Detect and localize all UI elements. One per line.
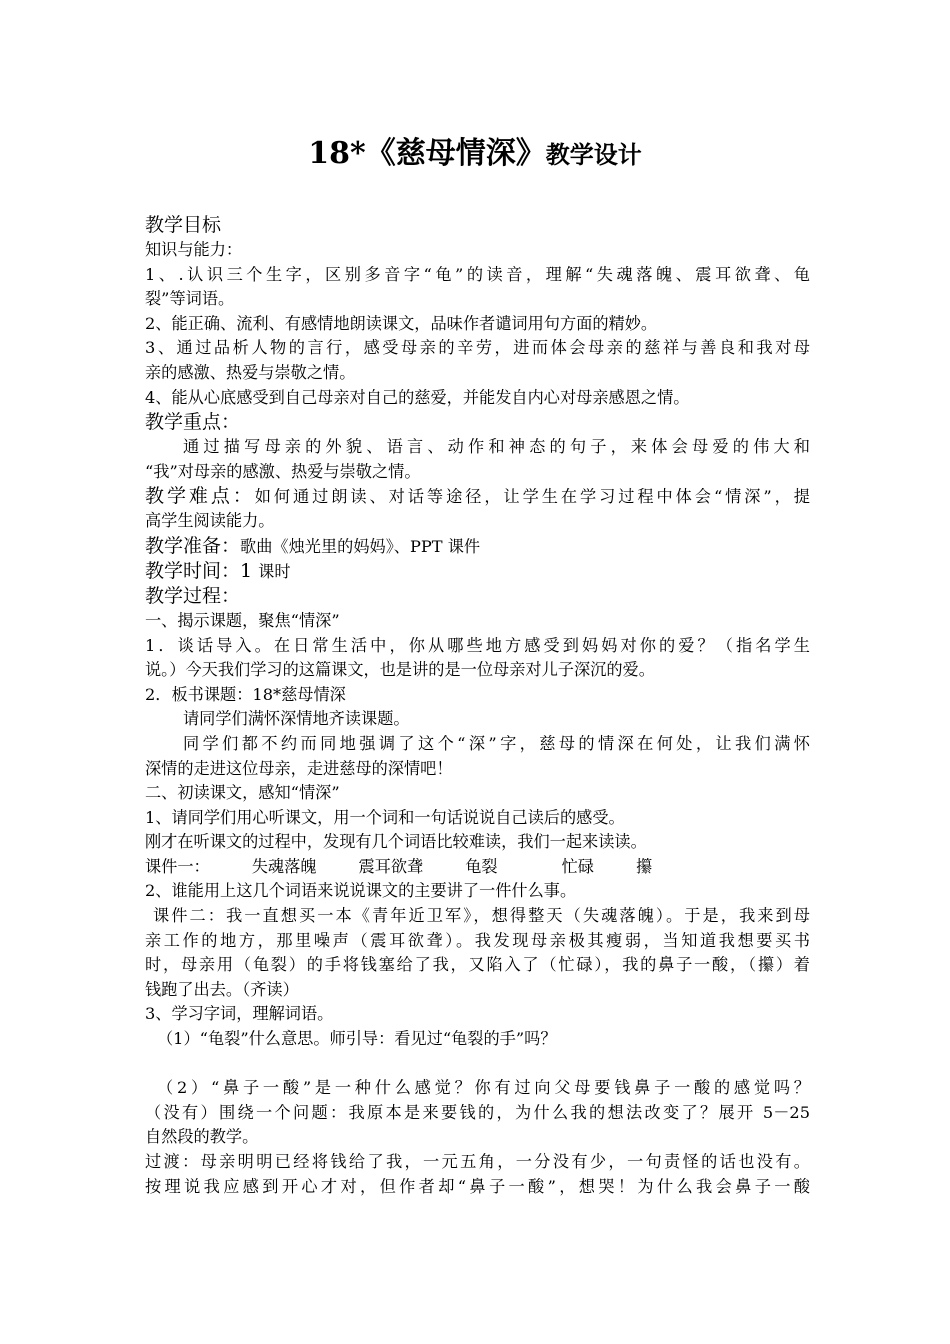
process-2-3: 3、学习字词，理解词语。 [145, 1004, 334, 1024]
preparation-line [145, 534, 810, 559]
key-heading: 教学重点： [145, 411, 241, 434]
process-2-2-b-line-1: 课件二：我一直想买一本《青年近卫军》，想得整天（失魂落魄）。于是，我来到母 [153, 906, 810, 926]
vocab-word: 攥 [636, 856, 653, 876]
goal-3-line-1: 3、通过品析人物的言行，感受母亲的辛劳，进而体会母亲的慈祥与善良和我对母 [145, 338, 810, 358]
vocab-label: 课件一： [145, 856, 210, 876]
process-heading: 教学过程： [145, 584, 241, 607]
title-sub: 教学设计 [545, 140, 642, 169]
process-2-2-b-line-3: 时，母亲用（龟裂）的手将钱塞给了我，又陷入了（忙碌），我的鼻子一酸，（攥）着 [145, 955, 810, 975]
document-title [0, 128, 950, 172]
title-main: 18*《慈母情深》 [308, 136, 546, 171]
time-unit: 课时 [258, 561, 291, 581]
vocab-word: 震耳欲聋 [358, 856, 424, 876]
time-number: 1 [240, 559, 253, 582]
preparation-label: 教学准备： [145, 534, 241, 557]
blank-line [145, 1052, 810, 1077]
vocab-word: 龟裂 [465, 856, 498, 876]
preparation-value: 歌曲《烛光里的妈妈》、PPT 课件 [240, 536, 481, 556]
process-2-3-b-line-1: （2）“鼻子一酸”是一种什么感觉？你有过向父母要钱鼻子一酸的感觉吗？ [157, 1078, 810, 1098]
process-1-2-a: 请同学们满怀深情地齐读课题。 [183, 709, 410, 729]
difficulty-label: 教学难点： [145, 485, 255, 508]
vocab-line [145, 855, 810, 880]
process-2-2-b-line-2: 亲工作的地方，那里噪声（震耳欲聋）。我发现母亲极其瘦弱，当知道我想要买书 [145, 930, 810, 950]
key-line-1: 通过描写母亲的外貌、语言、动作和神态的句子，来体会母爱的伟大和 [183, 437, 810, 457]
vocab-word: 忙碌 [561, 856, 594, 876]
goal-1-line-2: 裂”等词语。 [145, 289, 235, 309]
process-2-1-b: 刚才在听课文的过程中，发现有几个词语比较难读，我们一起来读读。 [145, 832, 647, 852]
key-line-2: “我”对母亲的感激、热爱与崇敬之情。 [145, 461, 421, 481]
process-1-1-line-1: 1．谈话导入。在日常生活中，你从哪些地方感受到妈妈对你的爱？（指名学生 [145, 635, 810, 655]
process-1-2-b-line-1: 同学们都不约而同地强调了这个“深”字，慈母的情深在何处，让我们满怀 [183, 733, 810, 753]
goal-3-line-2: 亲的感激、热爱与崇敬之情。 [145, 362, 356, 382]
goal-1-line-1: 1、.认识三个生字，区别多音字“龟”的读音，理解“失魂落魄、震耳欲聋、龟 [145, 264, 810, 284]
time-label: 教学时间： [145, 559, 241, 582]
goal-4: 4、能从心底感受到自己母亲对自己的慈爱，并能发自内心对母亲感恩之情。 [145, 387, 690, 407]
process-2-2-b-line-4: 钱跑了出去。（齐读） [145, 979, 299, 999]
vocab-word: 失魂落魄 [251, 856, 317, 876]
process-2-3-b-line-2: （没有）围绕一个问题：我原本是来要钱的，为什么我的想法改变了？展开 5－25 [145, 1102, 810, 1122]
process-1-1-line-2: 说。）今天我们学习的这篇课文，也是讲的是一位母亲对儿子深沉的爱。 [145, 660, 655, 680]
difficulty-text: 如何通过朗读、对话等途径，让学生在学习过程中体会“情深”，提 [254, 487, 810, 507]
transition-line-2: 按理说我应感到开心才对，但作者却“鼻子一酸”，想哭！为什么我会鼻子一酸 [145, 1176, 810, 1196]
difficulty-line-1 [145, 484, 810, 509]
process-2-3-b-line-3: 自然段的教学。 [145, 1127, 259, 1147]
document-body [145, 213, 810, 1199]
knowledge-heading: 知识与能力： [145, 240, 243, 259]
transition-line-1: 过渡：母亲明明已经将钱给了我，一元五角，一分没有少，一句责怪的话也没有。 [145, 1152, 810, 1171]
process-2-1: 1、请同学们用心听课文，用一个词和一句话说说自己读后的感受。 [145, 807, 625, 827]
process-part-1-heading: 一、揭示课题，聚焦“情深” [145, 610, 340, 630]
difficulty-line-2: 高学生阅读能力。 [145, 511, 275, 531]
process-2-3-a: （1）“龟裂”什么意思。师引导：看见过“龟裂的手”吗？ [157, 1029, 557, 1049]
process-part-2-heading: 二、初读课文，感知“情深” [145, 783, 340, 803]
goal-heading: 教学目标 [145, 214, 222, 236]
goal-2: 2、能正确、流利、有感情地朗读课文，品味作者谴词用句方面的精妙。 [145, 313, 658, 333]
time-line [145, 559, 810, 584]
process-2-2: 2、谁能用上这几个词语来说说课文的主要讲了一件什么事。 [145, 881, 577, 901]
process-1-2-b-line-2: 深情的走进这位母亲，走进慈母的深情吧！ [145, 758, 453, 778]
process-1-2: 2．板书课题：18*慈母情深 [145, 684, 346, 704]
